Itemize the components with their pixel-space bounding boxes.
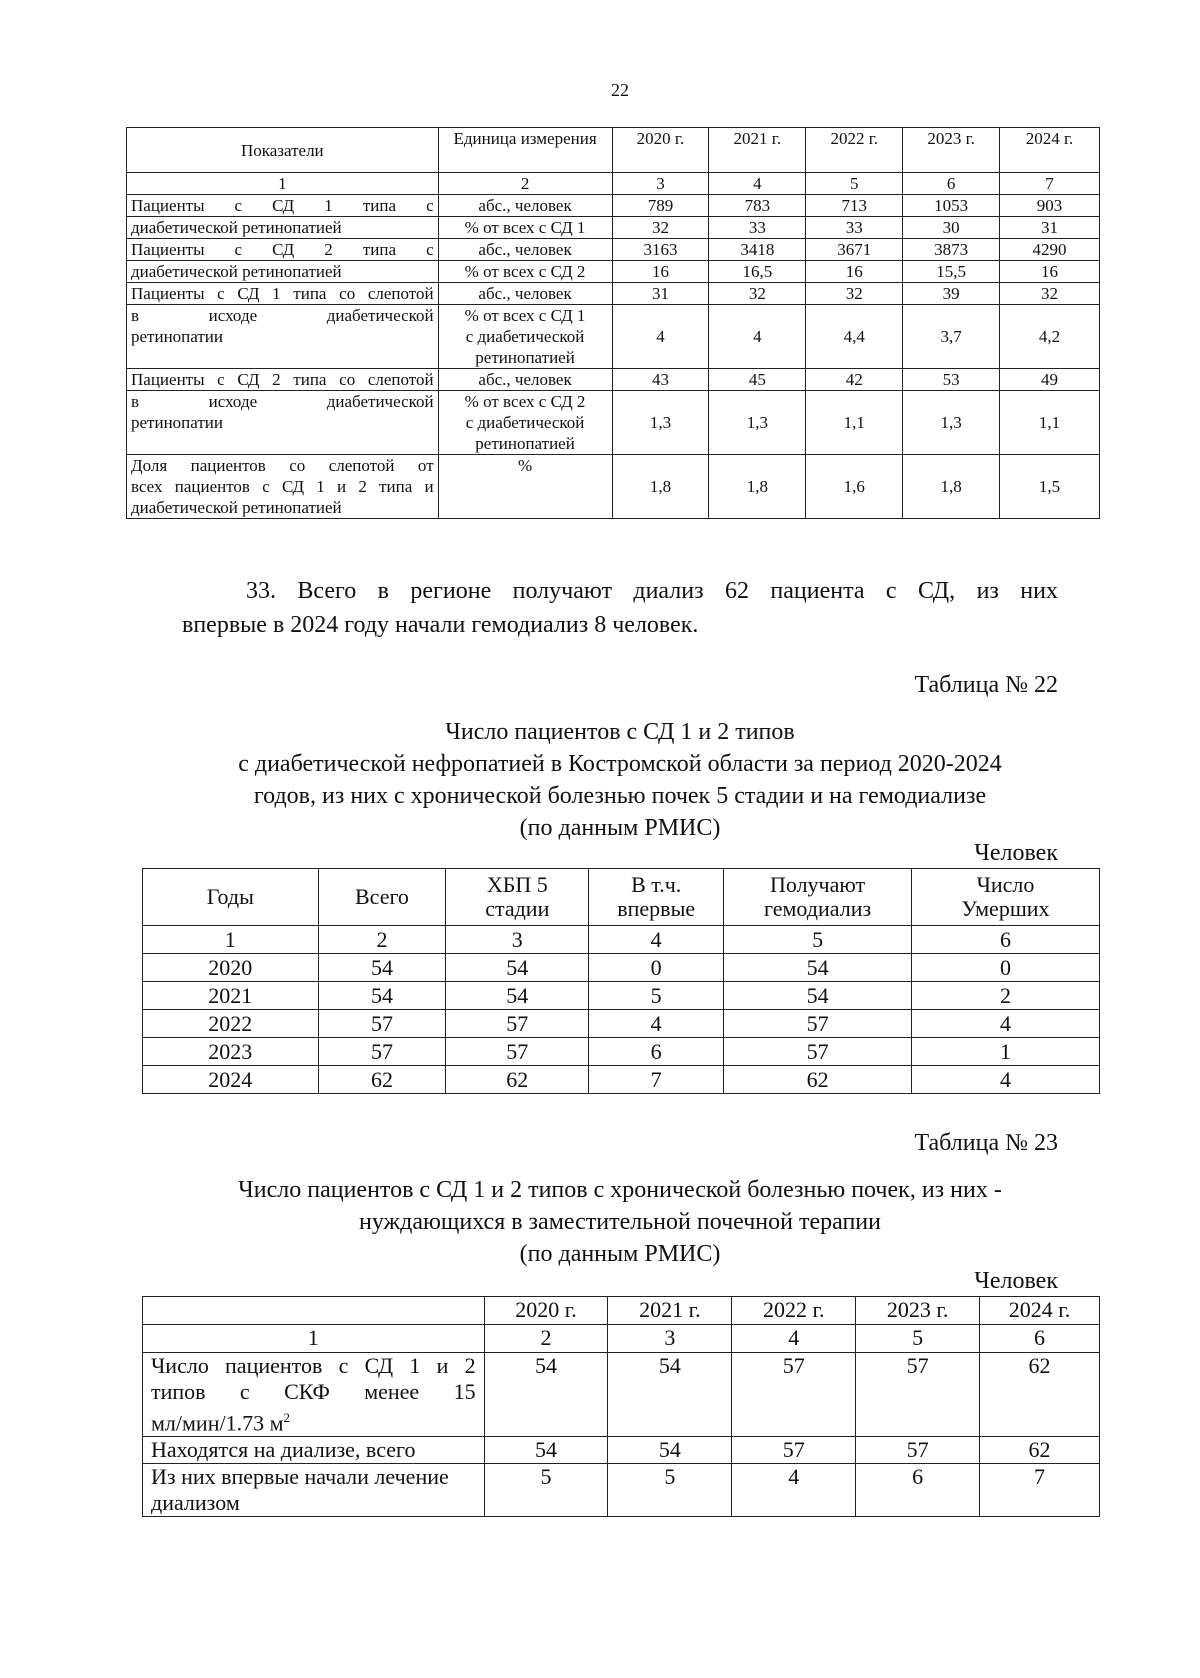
table-cell: 57 — [318, 1010, 446, 1038]
table-cell: 57 — [318, 1038, 446, 1066]
row-label-line: в исходе диабетической — [131, 392, 434, 411]
table-cell: 5 — [589, 982, 724, 1010]
unit-cell: % от всех с СД 1 — [438, 217, 612, 239]
paragraph-33 — [182, 574, 1058, 642]
value-cell: 53 — [903, 369, 1000, 391]
column-number: 2 — [484, 1325, 608, 1353]
row-label-line: типов с СКФ менее 15 — [151, 1379, 476, 1404]
column-number: 1 — [143, 926, 319, 954]
unit-cell: абс., человек — [438, 369, 612, 391]
value-cell: 1,3 — [709, 391, 806, 455]
column-header: В т.ч. впервые — [589, 869, 724, 926]
value-cell: 789 — [612, 195, 709, 217]
table-cell: 4 — [589, 1010, 724, 1038]
table-cell: 7 — [589, 1066, 724, 1094]
column-header: 2024 г. — [980, 1297, 1100, 1325]
column-header: 2020 г. — [612, 128, 709, 173]
value-cell: 30 — [903, 217, 1000, 239]
value-cell: 1,5 — [1000, 455, 1100, 519]
value-cell: 33 — [709, 217, 806, 239]
table-cell: 62 — [318, 1066, 446, 1094]
value-cell: 49 — [1000, 369, 1100, 391]
table-cell: 54 — [446, 982, 589, 1010]
value-cell: 3418 — [709, 239, 806, 261]
value-cell: 3163 — [612, 239, 709, 261]
value-cell: 1,3 — [903, 391, 1000, 455]
value-cell: 713 — [806, 195, 903, 217]
column-number: 6 — [903, 173, 1000, 195]
value-cell: 1,8 — [612, 455, 709, 519]
unit-line: с диабетической — [465, 413, 585, 432]
nephropathy-table — [142, 868, 1100, 1094]
table-row — [143, 954, 1100, 982]
unit-line: ретинопатией — [475, 434, 575, 453]
table-cell: 6 — [589, 1038, 724, 1066]
row-label: диабетической ретинопатией — [127, 261, 439, 283]
value-cell: 7 — [980, 1464, 1100, 1517]
row-label — [127, 391, 439, 455]
row-label — [127, 455, 439, 519]
value-cell: 54 — [608, 1353, 732, 1437]
table-row — [127, 239, 1100, 261]
value-cell: 16 — [1000, 261, 1100, 283]
table-row — [143, 1038, 1100, 1066]
column-number-row — [143, 926, 1100, 954]
value-cell: 42 — [806, 369, 903, 391]
title-line: нуждающихся в заместительной почечной терапии — [359, 1209, 881, 1235]
column-number-row — [127, 173, 1100, 195]
table-row — [127, 455, 1100, 519]
table-cell: 54 — [318, 982, 446, 1010]
value-cell: 43 — [612, 369, 709, 391]
column-header: 2020 г. — [484, 1297, 608, 1325]
table-row — [127, 261, 1100, 283]
paragraph-line: 33. Всего в регионе получают диализ 62 пациента с СД, из них — [246, 578, 1058, 604]
title-line: годов, из них с хронической болезнью почек 5 стадии и на гемодиализе — [253, 783, 987, 809]
table-row — [127, 305, 1100, 369]
column-header: 2021 г. — [709, 128, 806, 173]
table-row — [143, 1010, 1100, 1038]
table-cell: 2023 — [143, 1038, 319, 1066]
unit-line: % от всех с СД 2 — [464, 392, 586, 411]
unit-cell: абс., человек — [438, 239, 612, 261]
unit-line: с диабетической — [465, 327, 585, 346]
column-header: ХБП 5 стадии — [446, 869, 589, 926]
value-cell: 54 — [608, 1437, 732, 1464]
row-label-line: в исходе диабетической — [131, 306, 434, 325]
column-number: 3 — [612, 173, 709, 195]
table-cell: 54 — [446, 954, 589, 982]
value-cell: 4 — [612, 305, 709, 369]
table-row — [143, 1464, 1100, 1517]
row-label-line: ретинопатии — [131, 413, 223, 432]
table-row — [143, 1353, 1100, 1437]
value-cell: 1,3 — [612, 391, 709, 455]
unit-cell: абс., человек — [438, 195, 612, 217]
column-header: Показатели — [127, 128, 439, 173]
row-label-line: диализом — [151, 1490, 240, 1516]
unit-line: ретинопатией — [475, 348, 575, 367]
table-header-row — [143, 869, 1100, 926]
value-cell: 1,6 — [806, 455, 903, 519]
retinopathy-table — [126, 127, 1100, 519]
title-line: (по данным РМИС) — [519, 815, 721, 841]
column-number: 3 — [446, 926, 589, 954]
column-number: 4 — [589, 926, 724, 954]
table-row — [127, 217, 1100, 239]
table-cell: 0 — [589, 954, 724, 982]
table-cell: 54 — [724, 982, 912, 1010]
column-header: Годы — [143, 869, 319, 926]
value-cell: 31 — [1000, 217, 1100, 239]
value-cell: 3671 — [806, 239, 903, 261]
unit-cell: абс., человек — [438, 283, 612, 305]
row-label — [143, 1464, 485, 1517]
value-cell: 32 — [709, 283, 806, 305]
value-cell: 54 — [484, 1437, 608, 1464]
column-number: 4 — [732, 1325, 856, 1353]
row-label: Пациенты с СД 2 типа с — [127, 239, 439, 261]
row-label-text: мл/мин/1.73 м — [151, 1410, 284, 1436]
column-number: 2 — [318, 926, 446, 954]
value-cell: 1053 — [903, 195, 1000, 217]
table-cell: 57 — [446, 1038, 589, 1066]
row-label-line: Из них впервые начали лечение — [151, 1464, 449, 1490]
table-row — [143, 982, 1100, 1010]
column-header: Всего — [318, 869, 446, 926]
column-header: 2021 г. — [608, 1297, 732, 1325]
column-header: 2022 г. — [806, 128, 903, 173]
table-cell: 57 — [724, 1038, 912, 1066]
row-label-line: Доля пациентов со слепотой от — [131, 456, 434, 475]
column-number: 5 — [724, 926, 912, 954]
value-cell: 1,8 — [709, 455, 806, 519]
value-cell: 3,7 — [903, 305, 1000, 369]
table-cell: 2020 — [143, 954, 319, 982]
page-number: 22 — [611, 80, 629, 100]
table-header-row — [127, 128, 1100, 173]
row-label: Пациенты с СД 1 типа с — [127, 195, 439, 217]
column-header — [143, 1297, 485, 1325]
table-cell: 62 — [724, 1066, 912, 1094]
paragraph-line: впервые в 2024 году начали гемодиализ 8 человек. — [182, 612, 699, 638]
table-cell: 2022 — [143, 1010, 319, 1038]
column-header: 2022 г. — [732, 1297, 856, 1325]
value-cell: 3873 — [903, 239, 1000, 261]
column-number-row — [143, 1325, 1100, 1353]
column-header: Единица измерения — [438, 128, 612, 173]
value-cell: 4 — [732, 1464, 856, 1517]
value-cell: 1,1 — [806, 391, 903, 455]
unit-cell: % от всех с СД 2 — [438, 261, 612, 283]
table-cell: 57 — [724, 1010, 912, 1038]
table-22-caption: Таблица № 22 — [914, 672, 1058, 698]
table-23-caption: Таблица № 23 — [914, 1130, 1058, 1156]
row-label: Пациенты с СД 2 типа со слепотой — [127, 369, 439, 391]
table-cell: 4 — [912, 1010, 1100, 1038]
value-cell: 32 — [612, 217, 709, 239]
row-label: Находятся на диализе, всего — [143, 1437, 485, 1464]
value-cell: 57 — [856, 1437, 980, 1464]
row-label-line — [151, 1405, 476, 1436]
table-23-title — [140, 1174, 1100, 1270]
table-row — [127, 195, 1100, 217]
column-header: Число Умерших — [912, 869, 1100, 926]
value-cell: 57 — [732, 1353, 856, 1437]
value-cell: 32 — [1000, 283, 1100, 305]
table-header-row — [143, 1297, 1100, 1325]
row-label: Пациенты с СД 1 типа со слепотой — [127, 283, 439, 305]
value-cell: 783 — [709, 195, 806, 217]
column-header: 2023 г. — [903, 128, 1000, 173]
value-cell: 1,1 — [1000, 391, 1100, 455]
row-label — [127, 305, 439, 369]
value-cell: 32 — [806, 283, 903, 305]
value-cell: 57 — [856, 1353, 980, 1437]
row-label: диабетической ретинопатией — [127, 217, 439, 239]
table-row — [143, 1066, 1100, 1094]
row-label-line: Число пациентов с СД 1 и 2 — [151, 1353, 476, 1378]
title-line: Число пациентов с СД 1 и 2 типов — [445, 719, 795, 745]
row-label — [143, 1353, 485, 1437]
unit-cell: % — [438, 455, 612, 519]
table-cell: 54 — [318, 954, 446, 982]
row-label-line: диабетической ретинопатией — [131, 498, 342, 517]
column-number: 2 — [438, 173, 612, 195]
value-cell: 45 — [709, 369, 806, 391]
value-cell: 62 — [980, 1353, 1100, 1437]
title-line: (по данным РМИС) — [519, 1241, 721, 1267]
title-line: с диабетической нефропатией в Костромской области за период 2020-2024 — [238, 751, 1002, 777]
value-cell: 4,2 — [1000, 305, 1100, 369]
column-number: 5 — [806, 173, 903, 195]
column-number: 1 — [143, 1325, 485, 1353]
table-cell: 2 — [912, 982, 1100, 1010]
table-cell: 2024 — [143, 1066, 319, 1094]
value-cell: 16,5 — [709, 261, 806, 283]
table-22-unit: Человек — [974, 840, 1058, 866]
table-cell: 1 — [912, 1038, 1100, 1066]
value-cell: 39 — [903, 283, 1000, 305]
table-cell: 0 — [912, 954, 1100, 982]
value-cell: 33 — [806, 217, 903, 239]
column-number: 6 — [912, 926, 1100, 954]
unit-cell — [438, 391, 612, 455]
value-cell: 4 — [709, 305, 806, 369]
value-cell: 4,4 — [806, 305, 903, 369]
column-number: 1 — [127, 173, 439, 195]
table-row — [127, 283, 1100, 305]
value-cell: 16 — [806, 261, 903, 283]
value-cell: 5 — [608, 1464, 732, 1517]
column-header: 2024 г. — [1000, 128, 1100, 173]
table-cell: 4 — [912, 1066, 1100, 1094]
column-number: 6 — [980, 1325, 1100, 1353]
table-23-unit: Человек — [974, 1268, 1058, 1294]
column-header: 2023 г. — [856, 1297, 980, 1325]
value-cell: 903 — [1000, 195, 1100, 217]
value-cell: 5 — [484, 1464, 608, 1517]
value-cell: 31 — [612, 283, 709, 305]
table-cell: 62 — [446, 1066, 589, 1094]
ckd-dialysis-table — [142, 1296, 1100, 1517]
column-number: 7 — [1000, 173, 1100, 195]
value-cell: 54 — [484, 1353, 608, 1437]
title-line: Число пациентов с СД 1 и 2 типов с хронической болезнью почек, из них - — [238, 1177, 1002, 1203]
table-22-title — [140, 716, 1100, 844]
value-cell: 15,5 — [903, 261, 1000, 283]
row-label-line: ретинопатии — [131, 327, 223, 346]
table-row — [127, 369, 1100, 391]
table-row — [143, 1437, 1100, 1464]
value-cell: 62 — [980, 1437, 1100, 1464]
value-cell: 1,8 — [903, 455, 1000, 519]
column-number: 5 — [856, 1325, 980, 1353]
superscript: 2 — [283, 1410, 291, 1425]
row-label-line: всех пациентов с СД 1 и 2 типа и — [131, 477, 434, 496]
table-cell: 57 — [446, 1010, 589, 1038]
value-cell: 16 — [612, 261, 709, 283]
unit-cell — [438, 305, 612, 369]
value-cell: 57 — [732, 1437, 856, 1464]
value-cell: 6 — [856, 1464, 980, 1517]
table-row — [127, 391, 1100, 455]
column-header: Получают гемодиализ — [724, 869, 912, 926]
unit-line: % от всех с СД 1 — [464, 306, 586, 325]
column-number: 4 — [709, 173, 806, 195]
table-cell: 54 — [724, 954, 912, 982]
column-number: 3 — [608, 1325, 732, 1353]
value-cell: 4290 — [1000, 239, 1100, 261]
table-cell: 2021 — [143, 982, 319, 1010]
